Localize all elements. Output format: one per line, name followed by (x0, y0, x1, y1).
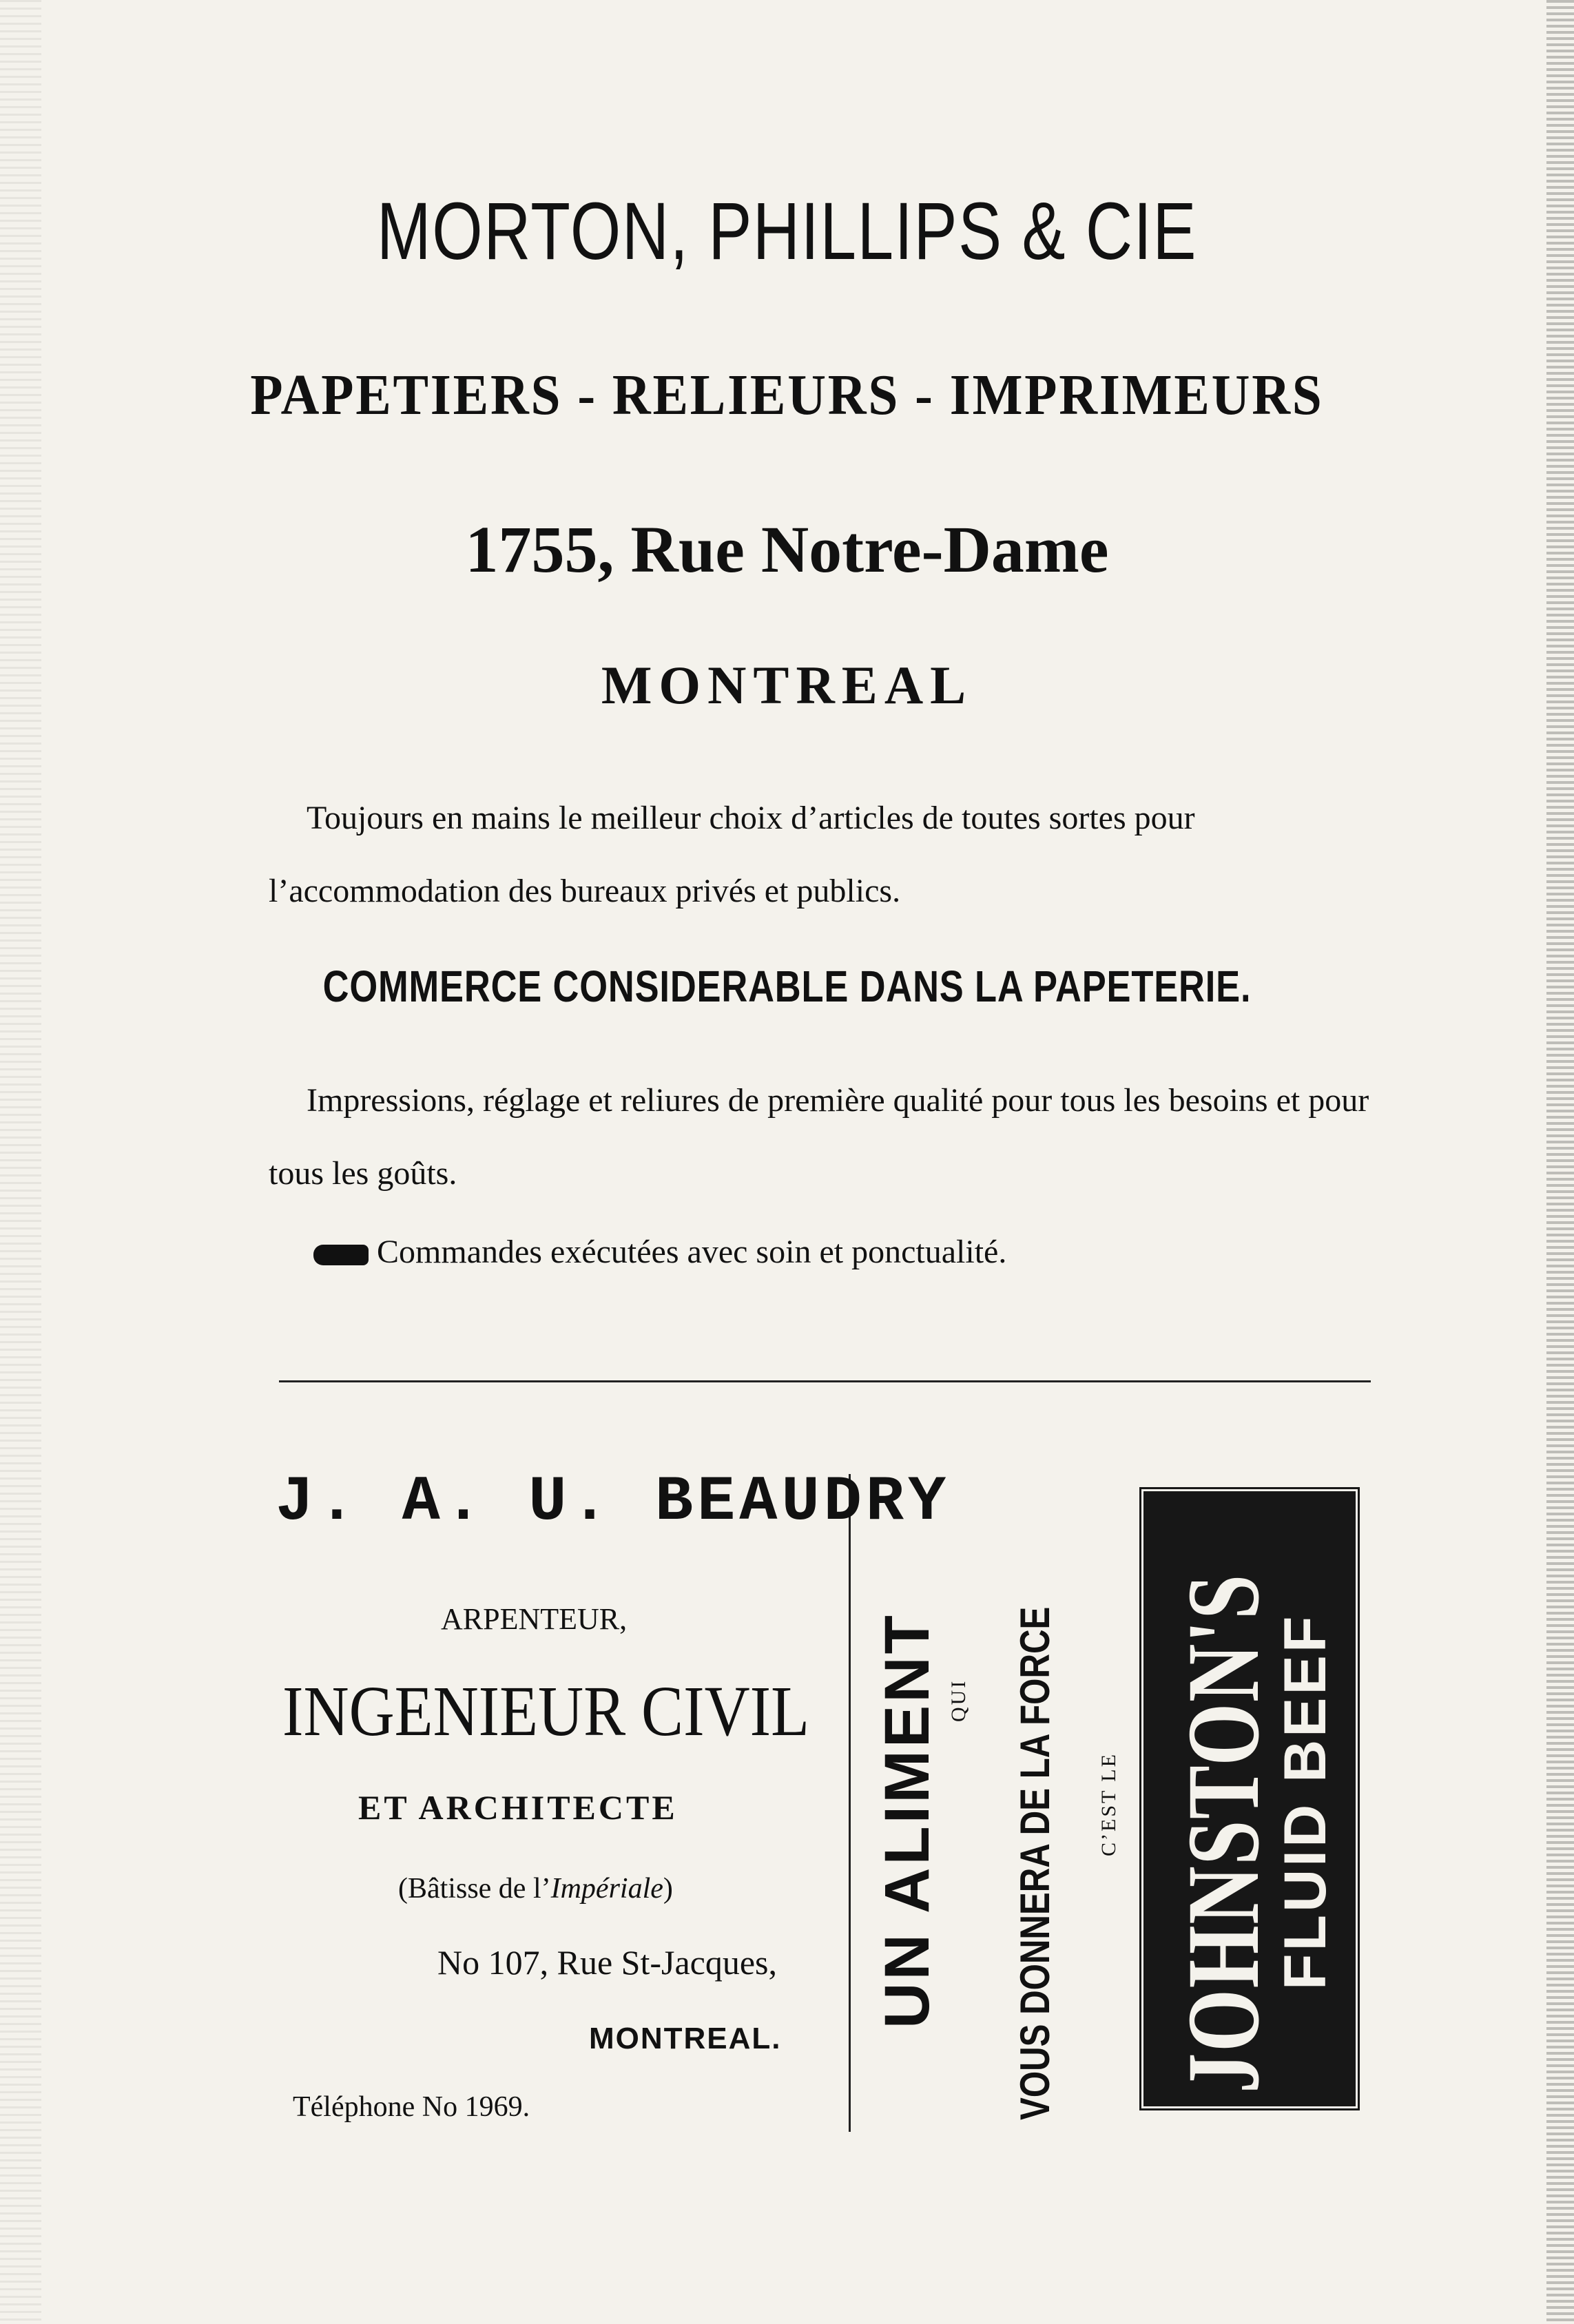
beaudry-subtitle: ET ARCHITECTE (358, 1788, 678, 1827)
johnston-line-cest: C’EST LE (1097, 1752, 1120, 1856)
building-name: Impériale (550, 1873, 663, 1905)
beaudry-city: MONTREAL. (589, 2022, 782, 2055)
johnston-label-box (1143, 1491, 1356, 2106)
building-prefix: (Bâtisse de l’ (398, 1873, 551, 1905)
orders-line (313, 1233, 1006, 1271)
vertical-divider (849, 1474, 851, 2132)
company-address: 1755, Rue Notre-Dame (465, 512, 1109, 586)
beaudry-building (398, 1872, 673, 1905)
beaudry-phone: Téléphone No 1969. (293, 2091, 530, 2123)
paragraph-stock (269, 782, 1371, 928)
scan-edge-right (1546, 0, 1574, 2324)
johnston-line-force: VOUS DONNERA DE LA FORCE (1012, 1606, 1058, 2120)
johnston-product: FLUID BEEF (1272, 1613, 1338, 1990)
scan-edge-left (0, 0, 41, 2324)
beaudry-role: ARPENTEUR, (441, 1602, 628, 1636)
beaudry-title: INGENIEUR CIVIL (282, 1672, 810, 1751)
paragraph-printing-text: Impressions, réglage et reliures de première qualité pour tous les besoins et pour tous les goûts. (269, 1082, 1369, 1192)
headline-commerce: COMMERCE CONSIDERABLE DANS LA PAPETERIE. (322, 962, 1252, 1011)
building-suffix: ) (663, 1873, 673, 1905)
horizontal-divider (279, 1380, 1371, 1382)
johnston-line-qui: QUI (947, 1679, 970, 1722)
company-city: MONTREAL (601, 655, 973, 715)
pointing-hand-icon (313, 1245, 369, 1265)
trades-line: PAPETIERS - RELIEURS - IMPRIMEURS (250, 363, 1324, 427)
johnston-brand: JOHNSTON'S (1166, 1573, 1281, 2093)
beaudry-address: No 107, Rue St-Jacques, (437, 1943, 777, 1982)
johnston-line-aliment: UN ALIMENT (872, 1612, 942, 2029)
orders-text: Commandes exécutées avec soin et ponctualité. (377, 1234, 1007, 1270)
company-name: MORTON, PHILLIPS & CIE (376, 186, 1198, 277)
beaudry-name: J. A. U. BEAUDRY (276, 1466, 951, 1538)
paragraph-stock-text: Toujours en mains le meilleur choix d’articles de toutes sortes pour l’accommodation des bureaux privés et publics. (269, 800, 1195, 909)
paragraph-printing (269, 1064, 1371, 1210)
